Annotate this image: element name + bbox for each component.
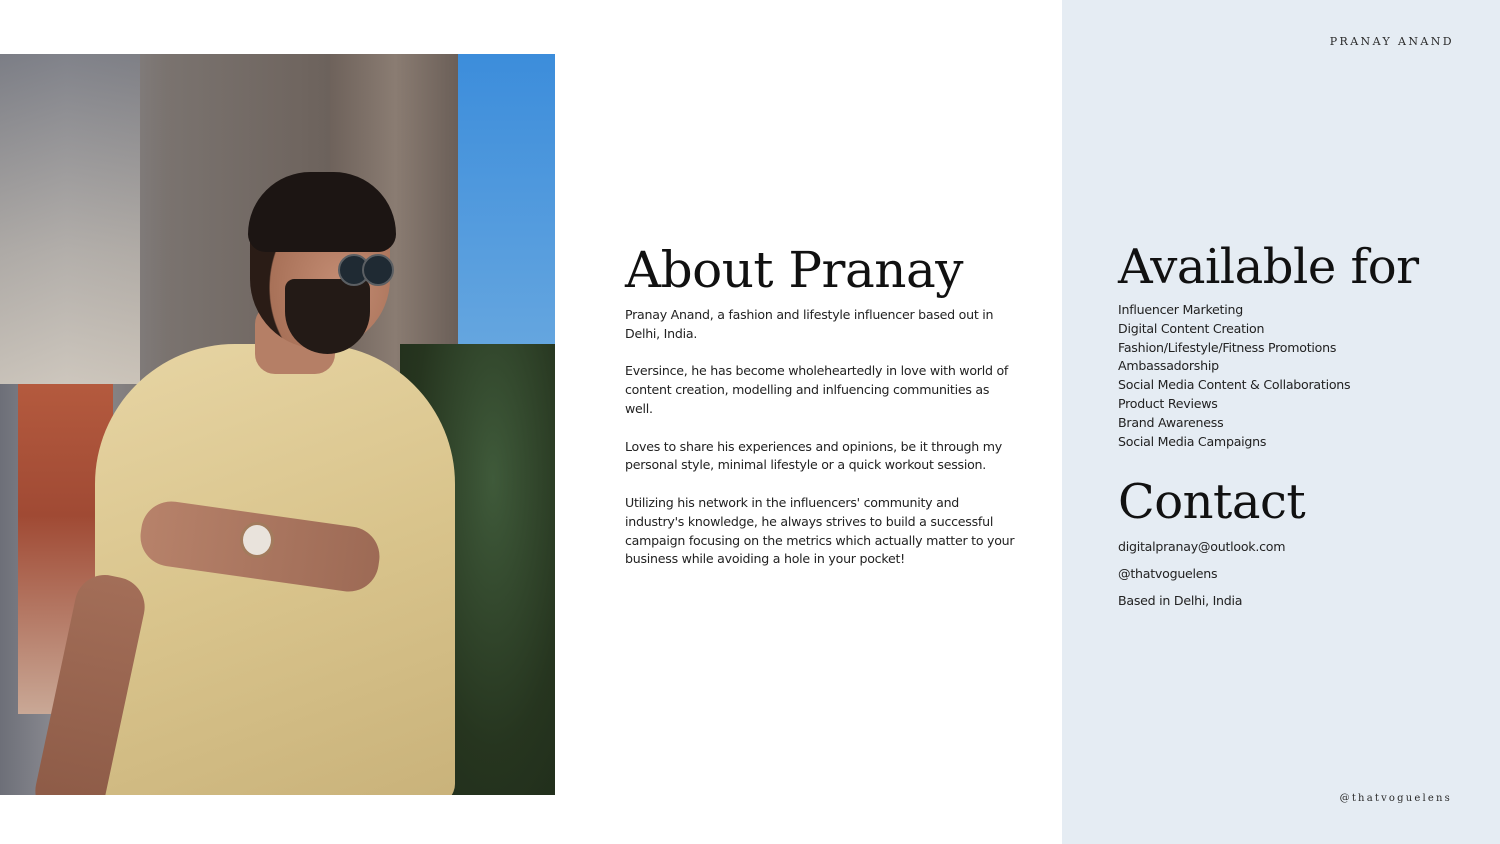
side-panel [1062,0,1500,844]
contact-handle[interactable]: @thatvoguelens [1118,566,1218,582]
service-item: Product Reviews [1118,395,1218,411]
available-for-section [1118,235,1478,451]
about-section [625,238,1015,588]
service-item: Digital Content Creation [1118,320,1265,336]
sunglasses-icon [338,254,390,286]
contact-email[interactable]: digitalpranay@outlook.com [1118,539,1286,554]
about-paragraph: Utilizing his network in the influencers' community and industry's knowledge, he always strives to build a successful campaign focusing on the metrics which actually matter to your business while avoiding a hole in your pocket! [625,494,1015,567]
service-item: Fashion/Lifestyle/Fitness Promotions [1118,339,1337,355]
contact-section [1118,470,1478,620]
footer-handle: @thatvoguelens [1339,793,1452,804]
services-list [1118,301,1478,451]
available-for-title: Available for [1118,239,1419,295]
watch-icon [240,522,274,558]
about-paragraph: Pranay Anand, a fashion and lifestyle influencer based out in Delhi, India. [625,307,994,341]
about-title: About Pranay [625,241,964,299]
photo-sky [458,54,555,384]
photo-wall-bg [0,54,140,384]
service-item: Ambassadorship [1118,358,1219,374]
brand-name: PRANAY ANAND [1329,35,1454,48]
about-paragraph: Eversince, he has become wholeheartedly in love with world of content creation, modelling and inlfuencing communities as well. [625,363,1009,416]
contact-title: Contact [1118,474,1306,530]
about-paragraph: Loves to share his experiences and opinions, be it through my personal style, minimal lifestyle or a quick workout session. [625,438,1003,473]
profile-photo [0,54,555,795]
service-item: Social Media Campaigns [1118,433,1267,449]
service-item: Influencer Marketing [1118,302,1243,317]
contact-location: Based in Delhi, India [1118,593,1243,609]
service-item: Social Media Content & Collaborations [1118,377,1351,393]
service-item: Brand Awareness [1118,414,1224,430]
